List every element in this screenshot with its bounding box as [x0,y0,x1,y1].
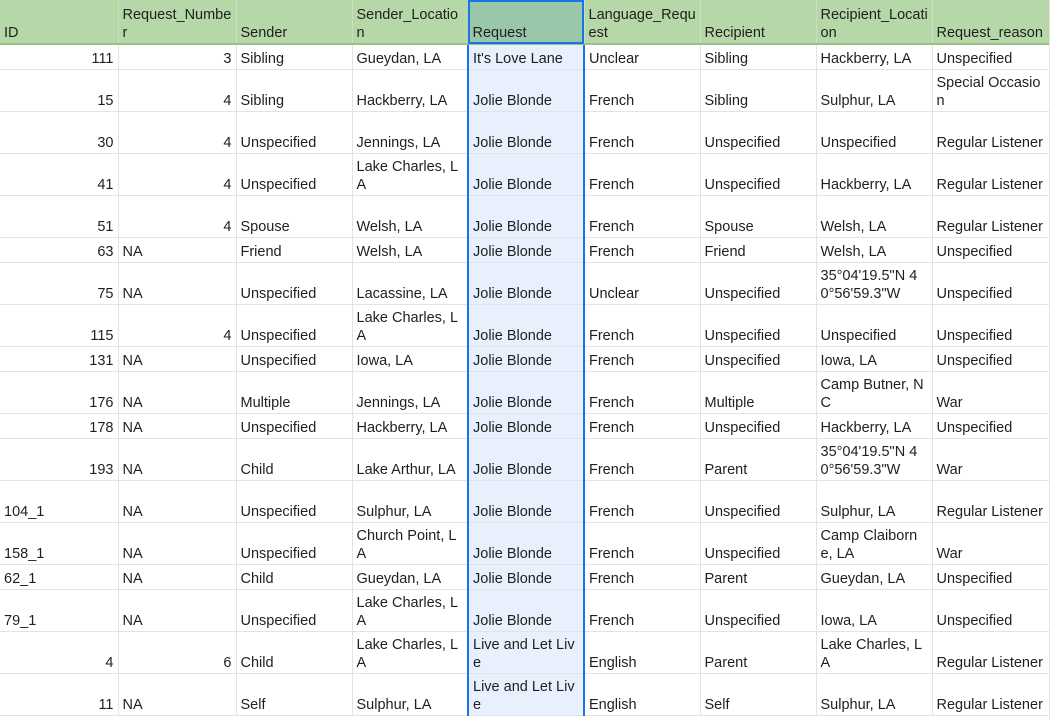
cell-language-request[interactable]: French [584,305,700,347]
cell-recipient[interactable]: Friend [700,238,816,263]
cell-request[interactable]: Jolie Blonde [468,481,584,523]
cell-id[interactable]: 30 [0,112,118,154]
cell-recipient[interactable]: Unspecified [700,305,816,347]
cell-recipient[interactable]: Sibling [700,44,816,70]
cell-sender-location[interactable]: Welsh, LA [352,238,468,263]
cell-recipient[interactable]: Unspecified [700,523,816,565]
cell-language-request[interactable]: French [584,154,700,196]
cell-language-request[interactable]: French [584,565,700,590]
cell-request-reason[interactable]: Unspecified [932,565,1050,590]
cell-recipient[interactable]: Unspecified [700,347,816,372]
cell-request-reason[interactable]: Unspecified [932,44,1050,70]
header-cell-language-request[interactable]: Language_Request [584,0,700,44]
cell-recipient-location[interactable]: Sulphur, LA [816,70,932,112]
cell-request-number[interactable]: NA [118,347,236,372]
cell-sender-location[interactable]: Lake Charles, LA [352,590,468,632]
cell-recipient[interactable]: Unspecified [700,590,816,632]
cell-recipient-location[interactable]: Unspecified [816,305,932,347]
cell-sender[interactable]: Unspecified [236,523,352,565]
cell-request-reason[interactable]: Special Occasion [932,70,1050,112]
cell-request-number[interactable]: 4 [118,154,236,196]
table-row [0,112,1050,154]
cell-sender-location[interactable]: Lake Arthur, LA [352,439,468,481]
cell-recipient[interactable]: Parent [700,632,816,674]
table-row [0,674,1050,716]
cell-id[interactable]: 115 [0,305,118,347]
cell-id[interactable]: 62_1 [0,565,118,590]
cell-request-reason[interactable]: Unspecified [932,238,1050,263]
cell-id[interactable]: 131 [0,347,118,372]
cell-id[interactable]: 111 [0,44,118,70]
header-row [0,0,1050,44]
cell-recipient[interactable]: Unspecified [700,112,816,154]
cell-id[interactable]: 193 [0,439,118,481]
header-cell-recipient-location[interactable]: Recipient_Location [816,0,932,44]
cell-sender-location[interactable]: Sulphur, LA [352,481,468,523]
cell-request-number[interactable]: 4 [118,112,236,154]
cell-language-request[interactable]: English [584,632,700,674]
cell-sender[interactable]: Unspecified [236,347,352,372]
cell-sender[interactable]: Unspecified [236,305,352,347]
cell-request[interactable]: Jolie Blonde [468,565,584,590]
cell-request-reason[interactable]: War [932,372,1050,414]
cell-request-reason[interactable]: War [932,439,1050,481]
cell-sender[interactable]: Sibling [236,44,352,70]
cell-sender[interactable]: Multiple [236,372,352,414]
header-cell-request-number[interactable]: Request_Number [118,0,236,44]
cell-request[interactable]: Live and Let Live [468,674,584,716]
cell-recipient-location[interactable]: Hackberry, LA [816,44,932,70]
cell-sender[interactable]: Unspecified [236,263,352,305]
cell-request-number[interactable]: NA [118,263,236,305]
cell-sender-location[interactable]: Welsh, LA [352,196,468,238]
cell-request-number[interactable]: NA [118,414,236,439]
header-cell-recipient[interactable]: Recipient [700,0,816,44]
cell-recipient-location[interactable]: Welsh, LA [816,238,932,263]
header-cell-request-selected[interactable]: Request [468,0,584,44]
cell-sender-location[interactable]: Lake Charles, LA [352,632,468,674]
cell-request-number[interactable]: 4 [118,196,236,238]
cell-recipient[interactable]: Self [700,674,816,716]
cell-language-request[interactable]: French [584,414,700,439]
header-cell-sender-location[interactable]: Sender_Location [352,0,468,44]
cell-id[interactable]: 79_1 [0,590,118,632]
cell-request-reason[interactable]: Unspecified [932,347,1050,372]
cell-sender-location[interactable]: Jennings, LA [352,372,468,414]
cell-request-number[interactable]: 6 [118,632,236,674]
cell-request-reason[interactable]: Unspecified [932,414,1050,439]
cell-recipient-location[interactable]: 35°04'19.5"N 40°56'59.3"W [816,263,932,305]
table-row [0,590,1050,632]
cell-request[interactable]: Jolie Blonde [468,372,584,414]
cell-sender[interactable]: Self [236,674,352,716]
cell-request[interactable]: Live and Let Live [468,632,584,674]
cell-sender[interactable]: Unspecified [236,112,352,154]
cell-sender[interactable]: Unspecified [236,414,352,439]
cell-recipient[interactable]: Sibling [700,70,816,112]
header-cell-id[interactable]: ID [0,0,118,44]
cell-recipient[interactable]: Parent [700,565,816,590]
cell-sender[interactable]: Unspecified [236,590,352,632]
table-row [0,154,1050,196]
cell-request[interactable]: It's Love Lane [468,44,584,70]
cell-id[interactable]: 158_1 [0,523,118,565]
cell-request-number[interactable]: NA [118,481,236,523]
cell-request-reason[interactable]: Regular Listener [932,196,1050,238]
cell-recipient-location[interactable]: 35°04'19.5"N 40°56'59.3"W [816,439,932,481]
cell-id[interactable]: 15 [0,70,118,112]
cell-id[interactable]: 176 [0,372,118,414]
cell-sender[interactable]: Child [236,439,352,481]
table-row [0,347,1050,372]
cell-sender[interactable]: Child [236,565,352,590]
cell-recipient-location[interactable]: Camp Butner, NC [816,372,932,414]
cell-request-number[interactable]: NA [118,590,236,632]
cell-recipient[interactable]: Spouse [700,196,816,238]
cell-id[interactable]: 75 [0,263,118,305]
cell-recipient-location[interactable]: Iowa, LA [816,590,932,632]
cell-request-reason[interactable]: Unspecified [932,305,1050,347]
cell-request[interactable]: Jolie Blonde [468,347,584,372]
cell-recipient-location[interactable]: Gueydan, LA [816,565,932,590]
cell-sender-location[interactable]: Iowa, LA [352,347,468,372]
cell-request-number[interactable]: NA [118,674,236,716]
cell-sender[interactable]: Unspecified [236,154,352,196]
cell-language-request[interactable]: French [584,439,700,481]
cell-id[interactable]: 4 [0,632,118,674]
cell-request-reason[interactable]: Regular Listener [932,154,1050,196]
cell-request-number[interactable]: NA [118,565,236,590]
cell-sender[interactable]: Unspecified [236,481,352,523]
cell-request-number[interactable]: NA [118,372,236,414]
cell-request-reason[interactable]: Regular Listener [932,481,1050,523]
cell-request[interactable]: Jolie Blonde [468,305,584,347]
cell-request[interactable]: Jolie Blonde [468,590,584,632]
cell-request[interactable]: Jolie Blonde [468,112,584,154]
cell-request-reason[interactable]: Unspecified [932,263,1050,305]
table-row [0,481,1050,523]
cell-recipient[interactable]: Unspecified [700,263,816,305]
table-row [0,70,1050,112]
cell-request[interactable]: Jolie Blonde [468,439,584,481]
cell-sender[interactable]: Spouse [236,196,352,238]
cell-language-request[interactable]: French [584,372,700,414]
cell-language-request[interactable]: French [584,523,700,565]
cell-sender-location[interactable]: Church Point, LA [352,523,468,565]
table-row [0,439,1050,481]
table-row [0,632,1050,674]
cell-sender-location[interactable]: Gueydan, LA [352,565,468,590]
cell-request[interactable]: Jolie Blonde [468,263,584,305]
table-row [0,372,1050,414]
table-row [0,565,1050,590]
cell-sender[interactable]: Sibling [236,70,352,112]
cell-language-request[interactable]: French [584,481,700,523]
cell-sender-location[interactable]: Hackberry, LA [352,414,468,439]
cell-request[interactable]: Jolie Blonde [468,414,584,439]
cell-recipient[interactable]: Unspecified [700,154,816,196]
cell-request-number[interactable]: NA [118,439,236,481]
cell-id[interactable]: 178 [0,414,118,439]
cell-request-number[interactable]: NA [118,523,236,565]
cell-sender[interactable]: Friend [236,238,352,263]
cell-request[interactable]: Jolie Blonde [468,154,584,196]
cell-request-reason[interactable]: War [932,523,1050,565]
cell-recipient-location[interactable]: Iowa, LA [816,347,932,372]
cell-recipient-location[interactable]: Sulphur, LA [816,481,932,523]
cell-sender-location[interactable]: Lake Charles, LA [352,305,468,347]
cell-request-reason[interactable]: Regular Listener [932,674,1050,716]
cell-request[interactable]: Jolie Blonde [468,238,584,263]
table-row [0,263,1050,305]
cell-request[interactable]: Jolie Blonde [468,70,584,112]
cell-request[interactable]: Jolie Blonde [468,523,584,565]
cell-recipient-location[interactable]: Welsh, LA [816,196,932,238]
cell-request-reason[interactable]: Regular Listener [932,632,1050,674]
cell-sender-location[interactable]: Hackberry, LA [352,70,468,112]
cell-id[interactable]: 104_1 [0,481,118,523]
cell-language-request[interactable]: English [584,674,700,716]
table-row [0,414,1050,439]
cell-sender-location[interactable]: Lacassine, LA [352,263,468,305]
cell-recipient-location[interactable]: Camp Claiborne, LA [816,523,932,565]
cell-recipient-location[interactable]: Hackberry, LA [816,414,932,439]
table-row [0,196,1050,238]
cell-language-request[interactable]: French [584,112,700,154]
cell-recipient[interactable]: Multiple [700,372,816,414]
cell-request-number[interactable]: 4 [118,305,236,347]
cell-sender-location[interactable]: Sulphur, LA [352,674,468,716]
cell-id[interactable]: 41 [0,154,118,196]
cell-id[interactable]: 63 [0,238,118,263]
cell-recipient-location[interactable]: Unspecified [816,112,932,154]
cell-sender[interactable]: Child [236,632,352,674]
header-cell-sender[interactable]: Sender [236,0,352,44]
table-row [0,523,1050,565]
header-cell-request-reason[interactable]: Request_reason [932,0,1050,44]
cell-sender-location[interactable]: Jennings, LA [352,112,468,154]
cell-id[interactable]: 11 [0,674,118,716]
cell-sender-location[interactable]: Gueydan, LA [352,44,468,70]
cell-request-number[interactable]: 4 [118,70,236,112]
cell-language-request[interactable]: Unclear [584,44,700,70]
cell-request-number[interactable]: NA [118,238,236,263]
table-row [0,305,1050,347]
table-row [0,238,1050,263]
cell-sender-location[interactable]: Lake Charles, LA [352,154,468,196]
cell-language-request[interactable]: French [584,590,700,632]
cell-recipient-location[interactable]: Lake Charles, LA [816,632,932,674]
cell-id[interactable]: 51 [0,196,118,238]
cell-request-number[interactable]: 3 [118,44,236,70]
cell-recipient[interactable]: Parent [700,439,816,481]
cell-language-request[interactable]: French [584,347,700,372]
cell-request-reason[interactable]: Unspecified [932,590,1050,632]
cell-language-request[interactable]: French [584,70,700,112]
cell-recipient[interactable]: Unspecified [700,414,816,439]
cell-recipient-location[interactable]: Sulphur, LA [816,674,932,716]
cell-request-reason[interactable]: Regular Listener [932,112,1050,154]
cell-language-request[interactable]: Unclear [584,263,700,305]
cell-request[interactable]: Jolie Blonde [468,196,584,238]
cell-recipient[interactable]: Unspecified [700,481,816,523]
cell-recipient-location[interactable]: Hackberry, LA [816,154,932,196]
cell-language-request[interactable]: French [584,196,700,238]
cell-language-request[interactable]: French [584,238,700,263]
table-row [0,44,1050,70]
